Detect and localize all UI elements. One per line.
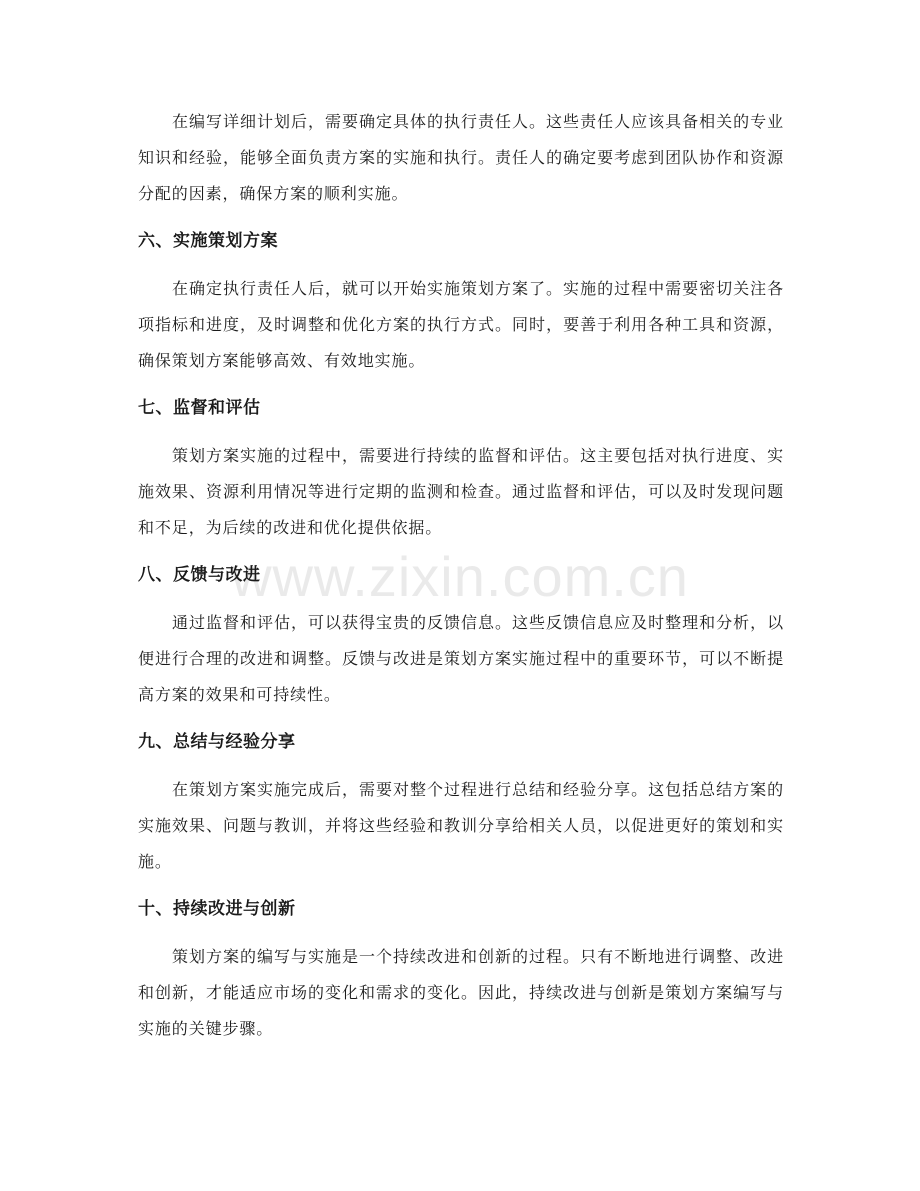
paragraph-responsible-person: 在编写详细计划后，需要确定具体的执行责任人。这些责任人应该具备相关的专业知识和经验，能够全面负责方案的实施和执行。责任人的确定要考虑到团队协作和资源分配的因素，确保方案的顺利实施。 bbox=[138, 112, 784, 203]
heading-section-9: 九、总结与经验分享 bbox=[138, 732, 296, 752]
paragraph-section-7: 策划方案实施的过程中，需要进行持续的监督和评估。这主要包括对执行进度、实施效果、资源利用情况等进行定期的监测和检查。通过监督和评估，可以及时发现问题和不足，为后续的改进和优化提供依据。 bbox=[138, 446, 784, 537]
document-body bbox=[138, 104, 784, 1047]
heading-section-7: 七、监督和评估 bbox=[138, 398, 261, 418]
paragraph-section-9: 在策划方案实施完成后，需要对整个过程进行总结和经验分享。这包括总结方案的实施效果、问题与教训，并将这些经验和教训分享给相关人员，以促进更好的策划和实施。 bbox=[138, 780, 784, 871]
heading-section-6: 六、实施策划方案 bbox=[138, 231, 278, 251]
paragraph-section-6: 在确定执行责任人后，就可以开始实施策划方案了。实施的过程中需要密切关注各项指标和进度，及时调整和优化方案的执行方式。同时，要善于利用各种工具和资源，确保策划方案能够高效、有效地实施。 bbox=[138, 279, 784, 370]
watermark-text: www.zixin.com.cn bbox=[231, 545, 689, 608]
heading-section-8: 八、反馈与改进 bbox=[138, 565, 261, 585]
heading-section-10: 十、持续改进与创新 bbox=[138, 899, 296, 919]
paragraph-section-8: 通过监督和评估，可以获得宝贵的反馈信息。这些反馈信息应及时整理和分析，以便进行合理的改进和调整。反馈与改进是策划方案实施过程中的重要环节，可以不断提高方案的效果和可持续性。 bbox=[138, 613, 784, 704]
paragraph-section-10: 策划方案的编写与实施是一个持续改进和创新的过程。只有不断地进行调整、改进和创新，才能适应市场的变化和需求的变化。因此，持续改进与创新是策划方案编写与实施的关键步骤。 bbox=[138, 947, 784, 1038]
